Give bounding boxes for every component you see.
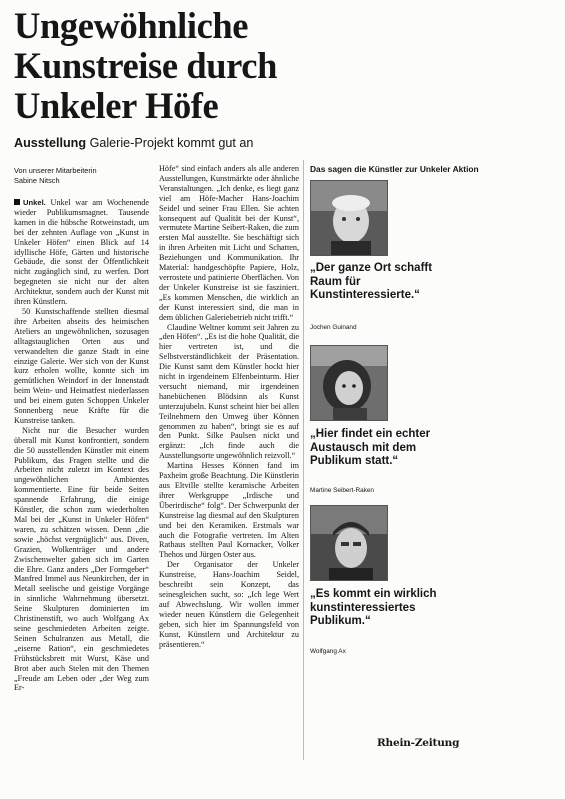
sidebar-quote-3: „Es kommt ein wirklich kunstinteressiertes Publikum.“: [310, 588, 437, 627]
article-paragraph: [14, 198, 149, 307]
headline-line-1: Ungewöhnliche: [14, 5, 249, 46]
article-column-1: [14, 198, 149, 693]
article-paragraph: 50 Kunstschaffende stellten diesmal ihre Arbeiten abseits des heimischen Ateliers an ungewöhnlichen, sozusagen alltagstauglichen Orten aus und verwandelten die ganze Stadt in eine einzige Galerie. Wer sich von der Kunst kurz erholen wollte, konnte sich im gemütlichen Weindorf in der Innenstadt beim Wein- und Heimatfest niederlassen und bei einem guten Schoppen Unkeler Sonnenberg neue Kräfte für die Kunstreise tanken.: [14, 306, 149, 425]
article-column-2: [159, 164, 299, 649]
sidebar-quote-1: „Der ganze Ort schafft Raum für Kunstinteressierte.“: [310, 262, 433, 301]
portrait-photo-jochen-guinand: [310, 180, 388, 256]
sidebar-credit-1: Jochen Guinand: [310, 324, 357, 331]
sidebar-title: Das sagen die Künstler zur Unkeler Aktion: [310, 164, 479, 174]
byline: [14, 166, 97, 185]
subheadline: [14, 136, 253, 150]
article-paragraph: Nicht nur die Besucher wurden überall mit Kunst konfrontiert, sondern die 50 ausstellenden Künstler mit einem Publikum, das Fragen stellte und die Arbeiten nicht zuletzt im Kontext des ungewöhnlichen Ambientes kommentierte. Eine für beide Seiten spannende Erfahrung, die einige Künstler, die schon zum wiederholten Mal bei der „Kunst in Unkeler Höfen“ waren, zu schätzen wissen. Denn „die sowie „höchst vergnüglich“ aus. Diven, Grazien, Wolkenträger und andere Zwischenwelter gaben sich im Garten die Ehre. Ganz anders „Der Formgeber“ Manfred Immel aus Neunkirchen, der in Metall seelische und geistige Vorgänge in sinnliche Wahrnehmung übersetzt. Seine Skulpturen dominierten im Christinenstift, wo auch Wolfgang Ax seine geschmiedeten Arbeiten zeigte. Seinen Schulranzen aus Metall, die „eiserne Ration“, ein geschmiedetes Frühstücksbrett mit Wurst, Käse und Brot aber auch Stelen mit den Themen „Freude am Leben oder „der Weg zum Er-: [14, 425, 149, 693]
dateline: Unkel.: [23, 198, 46, 207]
article-paragraph: Martina Hesses Können fand im Paxheim große Beachtung. Die Künstlerin aus Eltville stellte keramische Arbeiten ihrer Werkgruppe „Irdische und Überirdische“ folg“. Der Schwerpunkt der Kunstreise lag diesmal auf den Skulpturen und bei den Keramiken. Erstmals war auch die Fotografie vertreten. Im Alten Rathaus stellten Paul Kornacker, Volker Thehos und Jürgen Oster aus.: [159, 461, 299, 560]
subheadline-rubric: Ausstellung: [14, 136, 87, 150]
subheadline-text: Galerie-Projekt kommt gut an: [89, 136, 254, 150]
sidebar-credit-2: Martine Seibert-Raken: [310, 487, 374, 494]
portrait-photo-wolfgang-ax: [310, 505, 388, 581]
byline-author: Sabine Nitsch: [14, 175, 60, 185]
byline-line-1: Von unserer Mitarbeiterin: [14, 166, 97, 175]
headline: [14, 6, 314, 126]
headline-line-3: Unkeler Höfe: [14, 85, 219, 126]
article-paragraph: Claudine Weltner kommt seit Jahren zu „den Höfen“. „Es ist die hohe Qualität, die hier vertreten ist, und die Selbstverständlichkeit der Präsentation. Die Kunst samt dem Künstler hockt hier nicht in irgendeinem Elfenbeinturm. Hier versucht niemand, mir irgendeinen hanebüchenen Blödsinn als Kunst unterzujubeln. Kunst scheint hier bei allen Teilnehmern den Umweg über Können genommen zu haben“, bringt sie es auf den Punkt. Silke Paulsen nickt und ergänzt: „Ich finde auch die Ausstellungsorte ungewöhnlich reizvoll.“: [159, 322, 299, 461]
article-paragraph: Der Organisator der Unkeler Kunstreise, Hans-Joachim Seidel, beschreibt sein Konzept, das seinesgleichen sucht, so: „Ich lege Wert auf Abwechslung. Wir wollen immer wieder neuen Künstlern die Gelegenheit geben, sich hier im Spannungsfeld von Kunst, Künstlern und Architektur zu präsentieren.“: [159, 560, 299, 649]
sidebar-credit-3: Wolfgang Ax: [310, 648, 346, 655]
headline-line-2: Kunstreise durch: [14, 45, 278, 86]
article-paragraph: Höfe“ sind einfach anders als alle anderen Ausstellungen, Kunstmärkte oder ähnliche Veranstaltungen. „Ich denke, es liegt ganz viel am Höfe-Macher Hans-Joachim Seidel und seiner Frau Ellen. Sie achten konsequent auf Qualität bei der Kunst“, vermutete Martine Seibert-Raken, die zum ersten Mal ausstellte. Sie beschäftigt sich in ihren Arbeiten mit Licht und Schatten, Beziehungen und Kommunikation. Ihr Material: handgeschöpfte Papiere, Holz, verrostete und patinierte Oberflächen. Von der Unkeler Kunstreise ist sie fasziniert. „Es kommen Menschen, die wirklich an der Kunst interessiert sind, die man in dem üblichen Galeriebetrieb nicht trifft.“: [159, 164, 299, 322]
newspaper-logo: Rhein-Zeitung: [377, 737, 460, 749]
paragraph-text: Unkel war am Wochenende wieder Publikumsmagnet. Tausende kamen in die hübsche Rotweinstadt, um bei der zehnten Auflage von „Kunst in Unkeler Höfen“ einen Blick auf 14 idyllische Höfe, Gärten und historische Gebäude, die sonst der Öffentlichkeit nicht zugänglich sind, zu werfen. Dort begegneten sie nicht nur der alten Architektur, sondern auch der Kunst mit ihren Künstlern.: [14, 198, 149, 307]
portrait-photo-martine-seibert-raken: [310, 345, 388, 421]
bullet-square-icon: [14, 199, 20, 205]
column-divider: [303, 160, 304, 760]
sidebar-quote-2: „Hier findet ein echter Austausch mit dem Publikum statt.“: [310, 428, 431, 467]
